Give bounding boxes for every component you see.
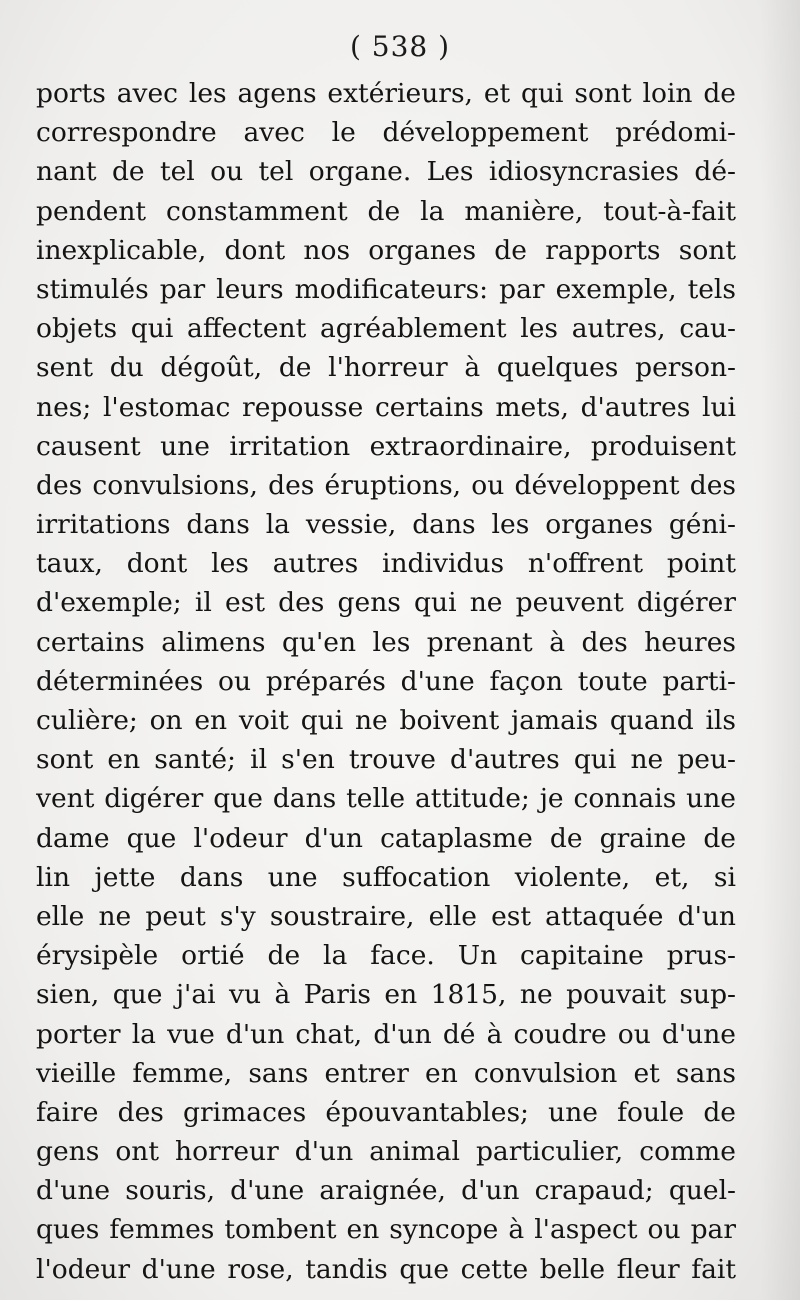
- text-line: lin jette dans une suffocation violente, et, si: [36, 861, 736, 893]
- text-line: des convulsions, des éruptions, ou développent des: [36, 469, 736, 501]
- text-line: érysipèle ortié de la face. Un capitaine prus-: [36, 940, 736, 972]
- text-line: vieille femme, sans entrer en convulsion et sans: [36, 1057, 736, 1089]
- text-line: pendent constamment de la manière, tout-à-fait: [36, 195, 736, 227]
- text-line: nant de tel ou tel organe. Les idiosyncrasies dé-: [36, 156, 736, 188]
- text-line: correspondre avec le développement prédomi-: [36, 117, 736, 149]
- text-line: elle ne peut s'y soustraire, elle est attaquée d'un: [36, 900, 736, 932]
- text-line: culière; on en voit qui ne boivent jamais quand ils: [36, 705, 736, 736]
- text-line: causent une irritation extraordinaire, produisent: [36, 430, 736, 462]
- text-line: vent digérer que dans telle attitude; je connais une: [36, 783, 736, 815]
- text-line: faire des grimaces épouvantables; une foule de: [36, 1096, 736, 1128]
- body-text: [36, 74, 736, 1289]
- text-line: ports avec les agens extérieurs, et qui sont loin de: [36, 78, 736, 109]
- text-line: ques femmes tombent en syncope à l'aspect ou par: [36, 1214, 736, 1246]
- page-edge-shadow: [760, 0, 800, 1300]
- text-line: taux, dont les autres individus n'offrent point: [36, 548, 736, 580]
- text-line: déterminées ou préparés d'une façon toute parti-: [36, 665, 736, 697]
- text-line: gens ont horreur d'un animal particulier, comme: [36, 1136, 736, 1168]
- text-line: l'odeur d'une rose, tandis que cette belle fleur fait: [36, 1253, 736, 1285]
- text-line: porter la vue d'un chat, d'un dé à coudre ou d'une: [36, 1018, 736, 1050]
- text-line: d'une souris, d'une araignée, d'un crapaud; quel-: [36, 1175, 736, 1207]
- page-number: ( 538 ): [349, 30, 451, 63]
- text-line: dame que l'odeur d'un cataplasme de graine de: [36, 822, 736, 854]
- text-line: nes; l'estomac repousse certains mets, d'autres lui: [36, 391, 736, 423]
- text-line: stimulés par leurs modificateurs: par exemple, tels: [36, 273, 736, 305]
- text-line: sent du dégoût, de l'horreur à quelques person-: [36, 352, 736, 384]
- text-line: certains alimens qu'en les prenant à des heures: [36, 626, 736, 658]
- text-line: irritations dans la vessie, dans les organes géni-: [36, 509, 736, 541]
- text-line: sont en santé; il s'en trouve d'autres qui ne peu-: [36, 744, 736, 776]
- text-line: inexplicable, dont nos organes de rapports sont: [36, 234, 736, 266]
- text-line: sien, que j'ai vu à Paris en 1815, ne pouvait sup-: [36, 979, 736, 1011]
- text-line: d'exemple; il est des gens qui ne peuvent digérer: [36, 587, 736, 619]
- text-line: objets qui affectent agréablement les autres, cau-: [36, 313, 736, 345]
